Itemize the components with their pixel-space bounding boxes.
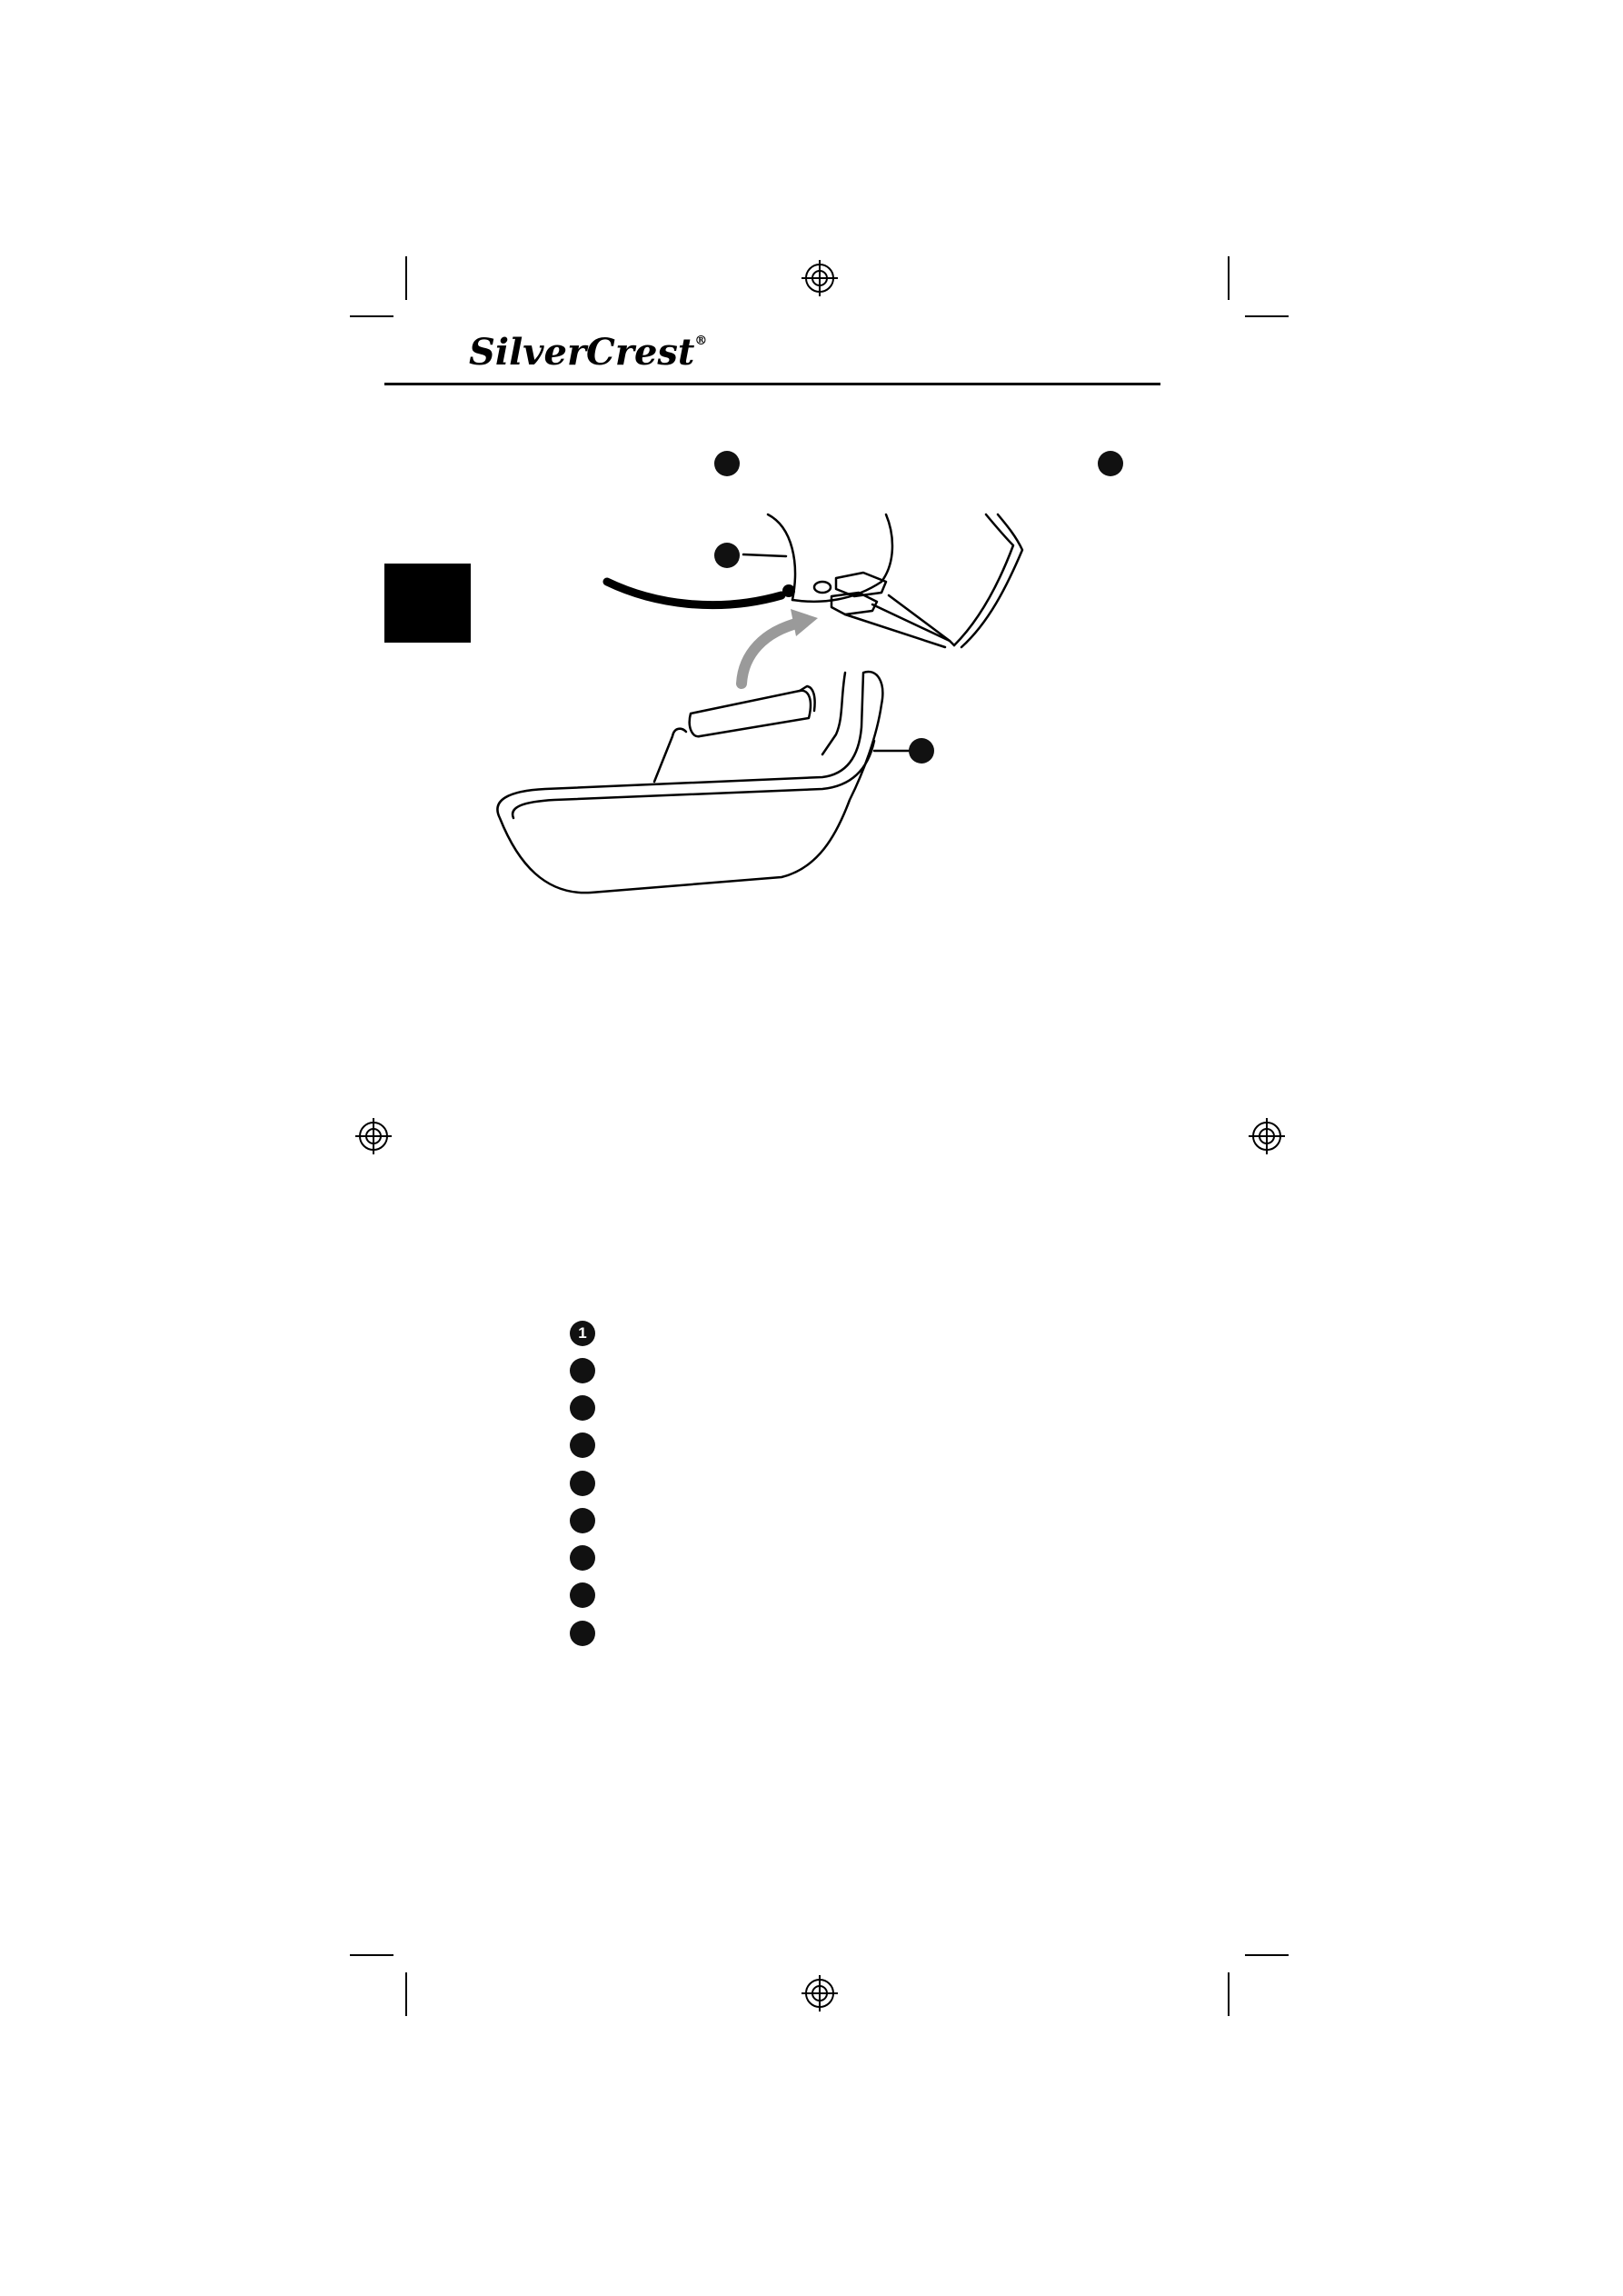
assembly-arrow xyxy=(742,623,800,684)
parts-list-badge-6 xyxy=(570,1508,595,1533)
parts-list-badge-1: 1 xyxy=(570,1321,595,1346)
parts-list-badge-2 xyxy=(570,1358,595,1383)
brand-logo-text: SilverCrest xyxy=(469,331,695,374)
parts-list-badge-3 xyxy=(570,1395,595,1421)
base-tab xyxy=(690,691,811,736)
power-cable xyxy=(607,582,782,605)
parts-list-badge-9 xyxy=(570,1621,595,1646)
base-plate-outline xyxy=(497,672,882,893)
parts-list-badge-5 xyxy=(570,1471,595,1496)
arrow-head xyxy=(791,609,818,636)
callout-dot-base-plate xyxy=(909,738,934,764)
callout-line-left xyxy=(743,554,786,556)
callout-dot-appliance xyxy=(714,543,740,568)
parts-list-badge-8 xyxy=(570,1582,595,1608)
parts-list-badge-4 xyxy=(570,1433,595,1458)
parts-list-badge-7 xyxy=(570,1545,595,1571)
registered-mark: ® xyxy=(694,334,708,348)
